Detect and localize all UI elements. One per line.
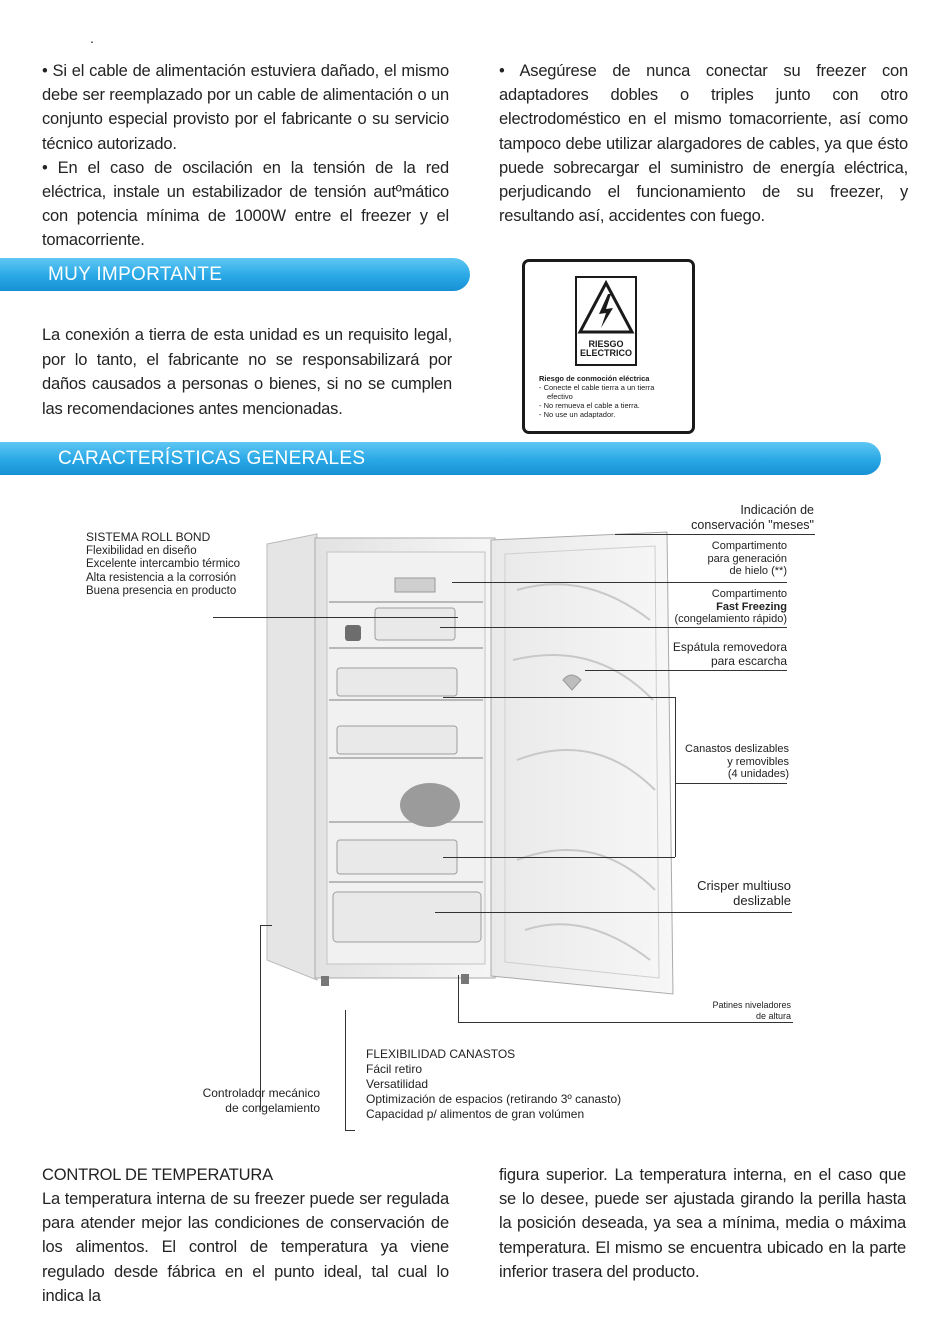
callout-line: Fast Freezing <box>716 600 787 613</box>
callout-line: Compartimento <box>711 588 787 600</box>
callout-line: Canastos deslizables <box>685 743 789 755</box>
sign-line: efectivo <box>547 392 573 401</box>
sign-label-riesgo: RIESGO <box>588 339 624 349</box>
callout-title: FLEXIBILIDAD CANASTOS <box>366 1047 516 1061</box>
temperature-text-right: figura superior. La temperatura interna, en el caso que se lo desee, puede ser ajustada girando la perilla hasta la posición deseada, ya sea a mínima, media o máxima temperatura. El mismo se encuentra ubicado en la parte inferior trasera del producto. <box>499 1166 906 1281</box>
callout-line: Capacidad p/ alimentos de gran volúmen <box>366 1107 585 1121</box>
leader-flex-h <box>345 1130 355 1131</box>
callout-controlador <box>150 1086 320 1115</box>
callout-line: Crisper multiuso <box>697 878 791 893</box>
callout-canastos <box>600 743 789 781</box>
callout-espatula <box>600 640 787 668</box>
callout-crisper <box>600 878 791 908</box>
callout-line: y removibles <box>727 755 789 768</box>
banner-caracteristicas: CARACTERÍSTICAS GENERALES <box>0 442 881 475</box>
callout-line: Versatilidad <box>366 1077 429 1091</box>
important-grounding-text: La conexión a tierra de esta unidad es un requisito legal, por lo tanto, el fabricante no se responsabilizará por daños causados a personas o bienes, si no se cumplen las recomendaciones antes mencionadas. <box>42 326 452 418</box>
callout-line: de congelamiento <box>225 1100 320 1115</box>
callout-line: Patines niveladores <box>712 1000 791 1010</box>
leader-crisper <box>435 912 792 913</box>
lightning-triangle-icon <box>577 280 635 336</box>
callout-line: de altura <box>755 1010 791 1021</box>
callout-line: conservación "meses" <box>691 517 814 532</box>
callout-line: para escarcha <box>710 654 787 668</box>
callout-line: Espátula removedora <box>672 640 787 654</box>
callout-line: Optimización de espacios (retirando 3º canasto) <box>366 1092 622 1106</box>
callout-line: deslizable <box>733 893 791 908</box>
leader-espatula <box>585 670 787 671</box>
callout-line: (congelamiento rápido) <box>674 613 787 625</box>
callout-line: Excelente intercambio térmico <box>86 558 241 570</box>
callout-roll-bond <box>86 531 240 599</box>
sign-instructions <box>539 374 689 419</box>
callout-indicacion <box>600 503 814 532</box>
precautions-left-column <box>42 59 449 253</box>
warning-panel <box>575 276 637 366</box>
callout-line: (4 unidades) <box>727 768 789 780</box>
callout-line: Fácil retiro <box>366 1062 423 1076</box>
callout-hielo <box>600 540 787 578</box>
leader-patines-v <box>458 975 459 1022</box>
leader-canastos-bottom <box>443 857 675 858</box>
callout-line: Controlador mecánico <box>202 1086 320 1100</box>
precaution-voltage: • En el caso de oscilación en la tensión de la red eléctrica, instale un estabilizador de tensión autºmático con potencia mínima de 1000W entre el freezer y el tomacorriente. <box>42 158 449 250</box>
leader-indicacion <box>615 534 815 535</box>
callout-line: Buena presencia en producto <box>86 585 237 597</box>
leader-controlador-v <box>260 925 261 1110</box>
sign-label <box>577 340 635 358</box>
leader-patines <box>458 1022 793 1023</box>
leader-canastos-top <box>443 697 675 698</box>
sign-line: - No use un adaptador. <box>539 410 616 419</box>
callout-line: Compartimento <box>711 540 787 552</box>
precautions-right-column <box>499 59 908 228</box>
section-heading-control-temperatura: CONTROL DE TEMPERATURA <box>42 1166 273 1184</box>
callout-line: para generación <box>707 552 787 565</box>
callout-flexibilidad <box>366 1047 621 1122</box>
callout-patines <box>600 1000 791 1021</box>
leader-flex-v <box>345 1010 346 1130</box>
leader-fast <box>440 627 787 628</box>
electric-risk-sign <box>522 259 695 434</box>
leader-hielo <box>452 582 787 583</box>
callout-line: Flexibilidad en diseño <box>86 544 197 557</box>
stray-dot: . <box>90 30 94 46</box>
sign-label-electrico: ELECTRICO <box>579 348 632 358</box>
sign-title: Riesgo de conmoción eléctrica <box>539 374 650 383</box>
banner-muy-importante: MUY IMPORTANTE <box>0 258 470 291</box>
precaution-damaged-cable: • Si el cable de alimentación estuviera dañado, el mismo debe ser reemplazado por un cable de alimentación o un conjunto especial provisto por el fabricante o su servicio técnico autorizado. <box>42 62 449 153</box>
sign-line: - Conecte el cable tierra a un tierra <box>539 383 655 392</box>
leader-canastos-main <box>675 783 787 784</box>
temperature-text-left: La temperatura interna de su freezer puede ser regulada para atender mejor las condiciones de conservación de los alimentos. El control de temperatura ya viene regulado desde fábrica en el punto ideal, tal cual lo indica la <box>42 1190 449 1305</box>
callout-line: Alta resistencia a la corrosión <box>86 571 237 584</box>
precaution-adapters: • Asegúrese de nunca conectar su freezer con adaptadores dobles o triples junto con otro electrodoméstico en el mismo tomacorriente, así como tampoco debe utilizar alargadores de cables, ya que ésto puede sobrecargar el suministro de energía eléctrica, perjudicando el funcionamiento de su freezer, y resultando así, accidentes con fuego. <box>499 62 908 226</box>
callout-line: Indicación de <box>740 503 814 517</box>
callout-line: de hielo (**) <box>729 565 787 577</box>
sign-line: - No remueva el cable a tierra. <box>539 401 640 410</box>
leader-roll-bond <box>213 617 458 618</box>
callout-title: SISTEMA ROLL BOND <box>86 530 211 544</box>
leader-controlador-h <box>260 925 272 926</box>
callout-fast-freezing <box>600 588 787 626</box>
